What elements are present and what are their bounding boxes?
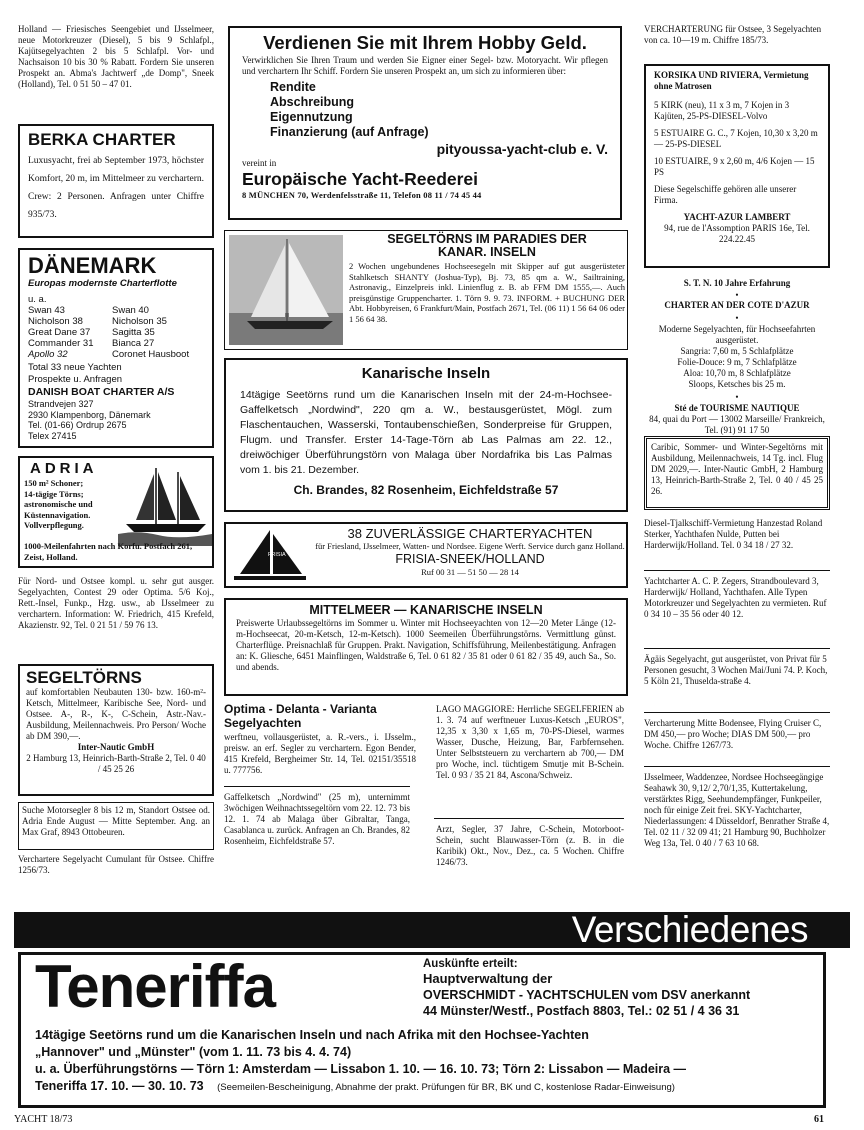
korsika-company: YACHT-AZUR LAMBERT: [683, 212, 791, 222]
mittelmeer-ad: [224, 598, 628, 696]
hobby-intro: Verwirklichen Sie Ihren Traum und werden Sie Eigner einer Segel- bzw. Motoryacht. Wir pflegen und verchartern Ihr Schiff. Fordern Sie unseren Prospekt an, um sich zu informieren über:: [242, 55, 608, 76]
mittelmeer-text: Preiswerte Urlaubssegeltörns im Sommer u. Winter mit Hochseeyachten von 12—20 Meter Länge (12-m-Hochseecat, 20-m-Ketsch, 12-m-Ketsch). 1000 Seemeilen Überführungstörns. Vermittlung günst. Charterflüge. Preisnachlaß für Gruppen. Prakt. Navigation, Schiffsführung, Meilenbestätigung. Anfragen an: K. Gliesche, 6451 Mainflingen, Waldstraße 6, Tel. 0 61 82 / 35 81 oder 0 61 82 / 35 49, auch Sa., So. und abends.: [236, 618, 616, 672]
schooner-illustration: [118, 462, 212, 546]
hobby-vereint: vereint in: [242, 158, 277, 168]
kanar-title-line: KANAR. INSELN: [438, 245, 536, 259]
korsika-kirk: 5 KIRK (neu), 11 x 3 m, 7 Kojen in 3 Kajüten, 25-PS-DIESEL-Volvo: [654, 100, 790, 121]
kanarische-title: Kanarische Inseln: [361, 365, 491, 382]
divider: [224, 786, 410, 787]
adria-text-2: 1000-Meilenfahrten nach Korfu. Postfach 261, Zeist, Holland.: [24, 541, 193, 562]
teneriffa-line: „Hannover" und „Münster" (vom 1. 11. 73 bis 4. 4. 74): [35, 1045, 352, 1059]
section-title: Verschiedenes: [571, 912, 808, 948]
frisia-name: FRISIA-SNEEK/HOLLAND: [395, 551, 545, 566]
boat-item: Great Dane 37: [28, 327, 91, 338]
teneriffa-title: Teneriffa: [35, 953, 275, 1020]
hobby-points: [270, 80, 608, 140]
boat-item: Swan 43: [28, 305, 65, 316]
teneriffa-line: 14tägige Seetörns rund um die Kanarischen Inseln und nach Afrika mit den Hochsee-Yachten: [35, 1028, 589, 1042]
adria-ad: [18, 456, 214, 568]
divider: [644, 766, 830, 767]
daenemark-ua: u. a.: [28, 294, 47, 305]
frisia-logo-text: FRISIA: [268, 552, 286, 558]
adria-title: ADRIA: [30, 460, 98, 477]
boat-item: Swan 40: [112, 305, 149, 316]
gaffelketsch-ad: Gaffelketsch „Nordwind" (25 m), unternimmt 3wöchigen Weihnachtssegeltörn vom 22. 12. 73 bis 12. 1. 74 ab Malaga über Gibraltar, Tanga, Casablanca u. zurück. Anfragen an Ch. Brandes, 82 Rosenheim, Eichfeldstraße 57.: [224, 792, 410, 846]
segeltoerns-org: Inter-Nautic GmbH: [77, 742, 155, 752]
daenemark-ad: [18, 248, 214, 448]
ijsselmeer-ad: IJsselmeer, Waddenzee, Nordsee Hochseegängige Seahawk 30, 9,12/ 2,70/1,35, Kuttertakelung, verstärktes Rigg, Seehundempfänger, Funkpeiler, noch für einige Zeit frei. SKY-Yachtcharter, Niederlassungen: 4 Düsseldorf, Benrather Straße 4, Tel. 02 11 / 32 09 41; 21 Hamburg 90, Buchholzer Weg 13a, Tel. 0 40 / 7 63 10 68.: [644, 772, 830, 848]
footer-issue: YACHT 18/73: [14, 1114, 73, 1125]
tjalk-ad: Diesel-Tjalkschiff-Vermietung Hanzestad Roland Sterker, Yachthafen Nulde, Putten bei Harderwijk/Holland. Tel. 0 34 18 / 27 32.: [644, 518, 823, 550]
teneriffa-ausk: Auskünfte erteilt:: [423, 958, 518, 970]
lago-maggiore-ad: LAGO MAGGIORE: Herrliche SEGELFERIEN ab 1. 3. 74 auf werftneuer Luxus-Ketsch „EUROS", 12,35 x 3,30 x 1,65 m, 70-PS-Diesel, warmes Wasser, Dusche, Heizung, Bar, Farbfernsehen. Unter Selbststeuern zu verchartern ab 700,— DM pro Woche, incl. tüchtigem Smutje mit B-Schein. Tel. 0 93 / 35 21 84, Ascona/Schweiz.: [436, 704, 624, 780]
frisia-title: 38 ZUVERLÄSSIGE CHARTERYACHTEN: [347, 526, 593, 541]
sailboat-photo: [229, 235, 343, 345]
frisia-text-block: [314, 526, 626, 577]
stn-heading: S. T. N. 10 Jahre Erfahrung: [683, 278, 791, 288]
boat-item: Nicholson 35: [112, 316, 167, 327]
korsika-estuaire-10: 10 ESTUAIRE, 9 x 2,60 m, 4/6 Kojen — 15 PS: [654, 156, 815, 177]
teneriffa-body: [35, 1027, 823, 1096]
kanar-text: 2 Wochen ungebundenes Hochseesegeln mit Skipper auf gut ausgerüsteter Stahlketsch SHANTY (Joshua-Typ), Bj. 73, 85 qm a. W., Sailtraining, Astronavig., Einzelpreis inkl. Linienflug z. B. ab FFM DM 1555,—. Auch preisgünstige Gruppencharter. 1. Törn 9. 9. 73. INFORM. + BUCHUNG DER Abt. Hobbyreisen, 6 Frankfurt/Main, Postfach 2671, Tel. (06 11) 1 56 64 06 oder 1 56 64 38.: [349, 261, 625, 324]
boat-item: Nicholson 38: [28, 316, 83, 327]
segeltoerns-ad: [18, 664, 214, 796]
address-line: Telex 27415: [28, 430, 77, 441]
berka-charter-ad: [18, 124, 214, 238]
cote-address: 84, quai du Port — 13002 Marseille/ Frankreich, Tel. (91) 91 17 50: [649, 414, 825, 435]
kanar-title: [349, 233, 625, 259]
page-number: 61: [814, 1114, 824, 1125]
optima-ad: [224, 702, 416, 776]
berka-title: BERKA CHARTER: [28, 130, 176, 149]
segeltoerns-title: SEGELTÖRNS: [26, 668, 142, 687]
daenemark-boat-list: [28, 305, 204, 360]
address-line: Strandvejen 327: [28, 399, 94, 409]
hobby-point: Abschreibung: [270, 95, 355, 109]
zegers-ad: Yachtcharter A. C. P. Zegers, Strandboulevard 3, Harderwijk/ Holland, Yachthafen. Alle Typen Motorkreuzer und Segelyachten zu vermieten. Ruf 0 34 10 – 35 56 oder 40 12.: [644, 576, 827, 619]
optima-text: werftneu, vollausgerüstet, a. R.-vers., i. IJsselm., preisw. an erf. Segler zu verchartern. Egon Bender, 415 Krefeld, Bergheimer Str. 14, Tel. 02151/35518 u. 777756.: [224, 732, 416, 775]
berka-text: Luxusyacht, frei ab September 1973, höchster Komfort, 20 m, im Mittelmeer zu verchartern. Crew: 2 Personen. Anfragen unter Chiffre 935/73.: [28, 156, 204, 220]
hobby-ad: [228, 26, 622, 220]
holland-text: Holland — Friesisches Seengebiet und IJsselmeer, neue Motorkreuzer (Diesel), 5 bis 9 Schlafpl., Kajütsegelyachten 2 bis 5 Schlafpl. Vor- und Nachsaison 10 bis 30 % Rabatt. Fordern Sie unseren Prospekt an. Abma's Jachtwerf „de Domp", Sneek (Holland), Tel. 0 51 50 – 47 01.: [18, 24, 214, 89]
cote-line: Sangria: 7,60 m, 5 Schlafplätze: [680, 346, 794, 356]
aegaeis-ad: Ägäis Segelyacht, gut ausgerüstet, von Privat für 5 Personen gesucht, 3 Wochen Mai/Juni 74. P. Koch, 5 Köln 21, Thuselda-straße 4.: [644, 654, 828, 686]
hobby-title: Verdienen Sie mit Ihrem Hobby Geld.: [263, 32, 587, 53]
arzt-ad: Arzt, Segler, 37 Jahre, C-Schein, Motorboot-Schein, sucht Blauwasser-Törn (z. B. in die Karibik) Okt., Nov., Dez., ca. 5 Wochen. Chiffre 1246/73.: [436, 824, 624, 867]
boat-item: Bianca 27: [112, 338, 155, 349]
hobby-company: Europäische Yacht-Reederei: [242, 169, 479, 189]
daenemark-address: [28, 399, 204, 441]
motorsegler-ad: Suche Motorsegler 8 bis 12 m, Standort Ostsee od. Adria Ende August — Mitte September. Ang. an Max Graf, 8943 Ottobeuren.: [18, 802, 214, 850]
daenemark-title: DÄNEMARK: [28, 253, 157, 278]
hobby-address: 8 MÜNCHEN 70, Werdenfelsstraße 11, Telefon 08 11 / 74 45 44: [242, 190, 482, 200]
hobby-point: Eigennutzung: [270, 110, 353, 124]
kanar-segeltoerns-ad: [224, 230, 628, 350]
divider: [434, 818, 624, 819]
verschiedenes-bar: [14, 912, 850, 948]
cote-intro: Moderne Segelyachten, für Hochseefahrten ausgerüstet.: [658, 324, 816, 345]
hobby-point: Finanzierung (auf Anfrage): [270, 125, 429, 139]
boat-item: Sagitta 35: [112, 327, 155, 338]
segeltoerns-text: auf komfortablen Neubauten 130- bzw. 160-m²-Ketsch, Mittelmeer, Karibische See, Nord- und Ostsee. A-, R-, K-, C-Schein, Astr.-Nav.-Ausbildung, Meilennachweis. Pro Person/ Woche ab DM 390,—.: [26, 687, 206, 741]
verchartere-ad: Verchartere Segelyacht Cumulant für Ostsee. Chiffre 1256/73.: [18, 854, 214, 875]
boat-item: Commander 31: [28, 338, 94, 349]
holland-ad: [18, 24, 214, 90]
segeltoerns-address: 2 Hamburg 13, Heinrich-Barth-Straße 2, Tel. 0 40 / 45 25 26: [26, 753, 206, 774]
address-line: 2930 Klampenborg, Dänemark: [28, 409, 151, 420]
bodensee-ad: Vercharterung Mitte Bodensee, Flying Cruiser C, DM 450,— pro Woche; DIAS DM 500,— pro Woche. Chiffre 1267/73.: [644, 718, 822, 750]
korsika-ad: [644, 64, 830, 268]
daenemark-company: DANISH BOAT CHARTER A/S: [28, 386, 175, 398]
korsika-estuaire: 5 ESTUAIRE G. C., 7 Kojen, 10,30 x 3,20 m — 25-PS-DIESEL: [654, 128, 818, 149]
kanar-title-line: SEGELTÖRNS IM PARADIES DER: [387, 232, 587, 246]
optima-title: Optima - Delanta - Varianta Segelyachten: [224, 702, 377, 730]
teneriffa-line: Teneriffa 17. 10. — 30. 10. 73: [35, 1079, 204, 1093]
frisia-phone: Ruf 00 31 — 51 50 — 28 14: [421, 566, 519, 577]
divider: [644, 570, 830, 571]
boat-item: Coronet Hausboot: [112, 349, 190, 360]
cote-bullet: •: [735, 392, 739, 402]
hobby-club: pityoussa-yacht-club e. V.: [436, 141, 608, 157]
daenemark-prospekte: Prospekte u. Anfragen: [28, 374, 123, 385]
mittelmeer-title: MITTELMEER — KANARISCHE INSELN: [309, 603, 543, 617]
nordsee-ad: Für Nord- und Ostsee kompl. u. sehr gut ausger. Segelyachten, Contest 29 oder Optima. 5/6 Koj., Rett.-Insel, Funkp., Hzg. usw., ab IJsselmeer zu verchartern. Information: W. Friedrich, 415 Krefeld, Akazienstr. 92, Tel. 0 21 51 / 59 76 13.: [18, 576, 214, 630]
teneriffa-contact: [423, 957, 823, 1019]
cote-azur-ad: [644, 300, 830, 436]
hobby-point: Rendite: [270, 80, 316, 94]
cote-title: CHARTER AN DER COTE D'AZUR: [664, 300, 810, 310]
vercharterung-ostsee-ad: VERCHARTERUNG für Ostsee, 3 Segelyachten von ca. 10—19 m. Chiffre 185/73.: [644, 24, 822, 45]
kanarische-contact: Ch. Brandes, 82 Rosenheim, Eichfeldstraße 57: [293, 483, 559, 497]
teneriffa-school: OVERSCHMIDT - YACHTSCHULEN vom DSV anerkannt: [423, 988, 751, 1002]
teneriffa-address: 44 Münster/Westf., Postfach 8803, Tel.: 02 51 / 4 36 31: [423, 1004, 740, 1018]
cote-bullet: •: [735, 313, 739, 323]
cote-line: Folie-Douce: 9 m, 7 Schlafplätze: [677, 357, 797, 367]
korsika-address: 94, rue de l'Assomption PARIS 16e, Tel. 224.22.45: [664, 223, 810, 244]
kanarische-text: 14tägige Seetörns rund um die Kanarischen Inseln mit der 24-m-Hochsee-Gaffelketsch „Nordwind", 220 qm a. W., bestausgerüstet, Mögl. zum Flaschentauchen, Wasserski, Tontaubenschießen, Sonderpreise für Gruppen, Flugm. und Transfer. Erster 14-Tage-Törn ab Las Palmas am 22. 12., dreiwöchiger Überführungstörn von Malaga über Nordafrika bis Las Palmas vom 1. bis 21. Dezember.: [240, 389, 612, 476]
teneriffa-hv: Hauptverwaltung der: [423, 971, 553, 986]
korsika-title: KORSIKA UND RIVIERA, Vermietung ohne Matrosen: [654, 70, 809, 91]
bullet: •: [735, 290, 739, 300]
adria-text: 150 m² Schoner; 14-tägige Törns; astronomische und Küstennavigation. Vollverpflegung.: [24, 478, 93, 530]
caribic-ad: Caribic, Sommer- und Winter-Segeltörns mit Ausbildung, Meilennachweis, 14 Tg. incl. Flug DM 2029,—. Inter-Nautic GmbH, 2 Hamburg 13, Heinrich-Barth-Straße 2, Tel. 0 40 / 45 25 26.: [644, 436, 830, 510]
daenemark-total: Total 33 neue Yachten: [28, 362, 122, 373]
cote-line: Sloops, Ketsches bis 25 m.: [688, 379, 786, 389]
boat-item: Apollo 32: [28, 349, 68, 360]
teneriffa-line: u. a. Überführungstörns — Törn 1: Amsterdam — Lissabon 1. 10. — 16. 10. 73; Törn 2: Lissabon — Madeira —: [35, 1062, 687, 1076]
frisia-text: für Friesland, IJsselmeer, Watten- und Nordsee. Eigene Werft. Service durch ganz Holland.: [315, 541, 625, 551]
address-line: Tel. (01-66) Ordrup 2675: [28, 420, 127, 430]
divider: [644, 712, 830, 713]
kanarische-inseln-ad: [224, 358, 628, 512]
teneriffa-ad: [18, 952, 826, 1108]
cote-line: Aloa: 10,70 m, 8 Schlafplätze: [683, 368, 791, 378]
divider: [644, 648, 830, 649]
korsika-note: Diese Segelschiffe gehören alle unserer Firma.: [654, 184, 797, 205]
teneriffa-note: (Seemeilen-Bescheinigung, Abnahme der prakt. Prüfungen für BR, BK und C, kostenlose Radar-Einweisung): [217, 1082, 675, 1093]
frisia-ad: [224, 522, 628, 588]
daenemark-subtitle: Europas modernste Charterflotte: [28, 278, 177, 289]
cote-company: Sté de TOURISME NAUTIQUE: [674, 403, 800, 413]
